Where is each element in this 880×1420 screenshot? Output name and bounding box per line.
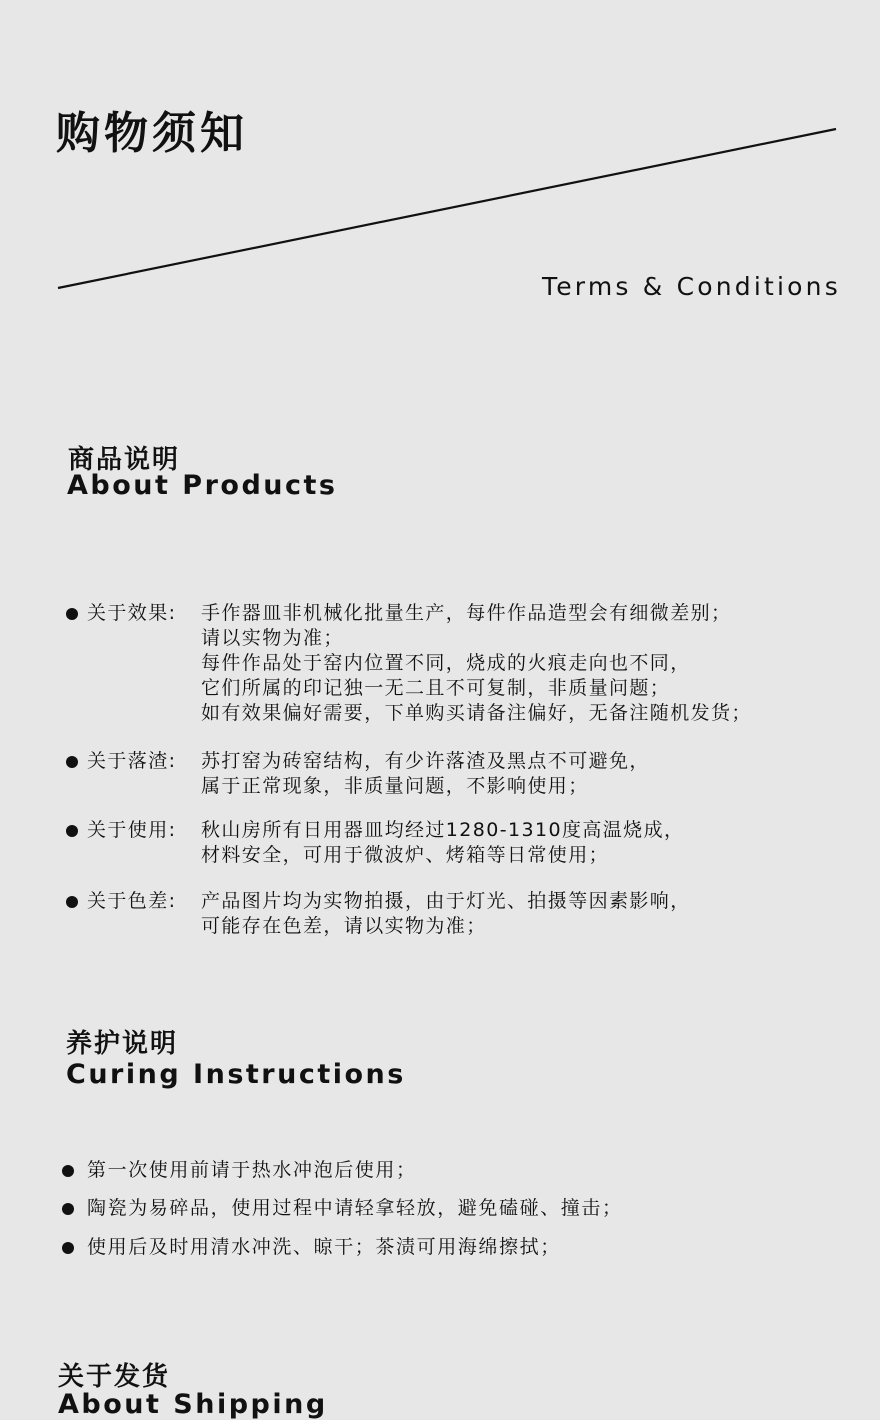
item-line: 材料安全，可用于微波炉、烤箱等日常使用； <box>201 844 610 866</box>
diagonal-divider <box>0 0 880 300</box>
page-title: 购物须知 <box>56 108 248 159</box>
item-line: 秋山房所有日用器皿均经过1280-1310度高温烧成， <box>201 819 685 841</box>
item-text <box>201 749 650 799</box>
item-label: 关于落渣: <box>87 750 177 772</box>
item-text <box>201 601 752 726</box>
item-line: 产品图片均为实物拍摄，由于灯光、拍摄等因素影响， <box>201 890 691 912</box>
bullet-icon <box>66 756 78 768</box>
item-line: 请以实物为准； <box>201 627 344 649</box>
care-text: 陶瓷为易碎品，使用过程中请轻拿轻放，避免磕碰、撞击； <box>87 1197 623 1219</box>
bullet-icon <box>66 825 78 837</box>
shipping-title-zh: 关于发货 <box>58 1362 171 1392</box>
curing-title-zh: 养护说明 <box>66 1029 179 1059</box>
bullet-icon <box>62 1203 74 1215</box>
bullet-icon <box>66 608 78 620</box>
item-line: 如有效果偏好需要，下单购买请备注偏好，无备注随机发货； <box>201 702 752 724</box>
item-label: 关于使用: <box>87 819 177 841</box>
item-label: 关于色差: <box>87 890 177 912</box>
item-line: 手作器皿非机械化批量生产，每件作品造型会有细微差别； <box>201 602 732 624</box>
item-line: 可能存在色差，请以实物为准； <box>201 915 487 937</box>
bullet-icon <box>62 1242 74 1254</box>
bullet-icon <box>62 1165 74 1177</box>
products-title-zh: 商品说明 <box>68 445 181 475</box>
item-text <box>201 818 684 868</box>
care-text: 使用后及时用清水冲洗、晾干；茶渍可用海绵擦拭； <box>87 1236 561 1258</box>
products-title-en: About Products <box>67 470 338 501</box>
bullet-icon <box>66 896 78 908</box>
item-line: 属于正常现象，非质量问题，不影响使用； <box>201 775 589 797</box>
shipping-title-en: About Shipping <box>58 1389 328 1420</box>
item-line: 每件作品处于窑内位置不同，烧成的火痕走向也不同， <box>201 652 691 674</box>
page-subtitle: Terms & Conditions <box>542 272 841 301</box>
item-text <box>201 889 691 939</box>
item-line: 苏打窑为砖窑结构，有少许落渣及黑点不可避免， <box>201 750 650 772</box>
item-label: 关于效果: <box>87 602 177 624</box>
curing-title-en: Curing Instructions <box>66 1059 406 1090</box>
care-text: 第一次使用前请于热水冲泡后使用； <box>87 1159 417 1181</box>
item-line: 它们所属的印记独一无二且不可复制，非质量问题； <box>201 677 671 699</box>
